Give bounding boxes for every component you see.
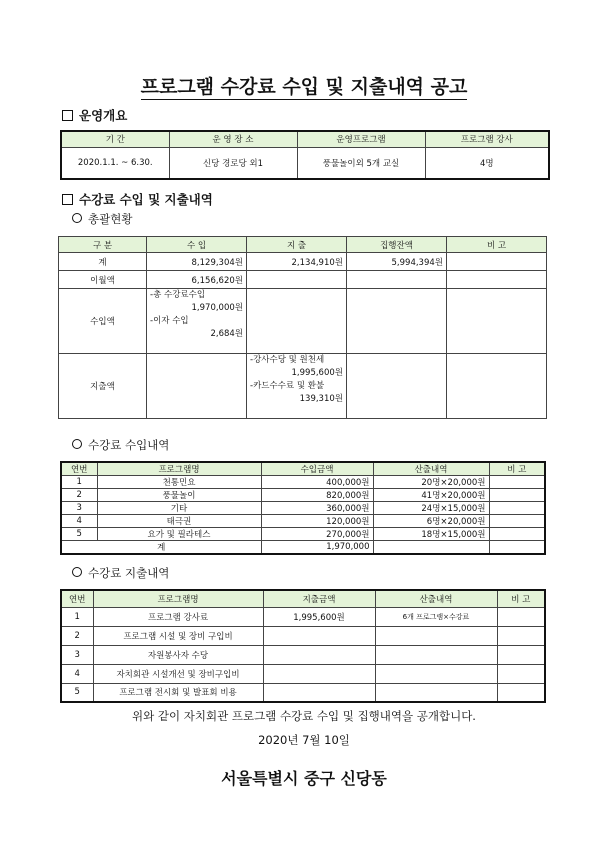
header-calc: 산출내역	[373, 462, 489, 476]
row-program: 요가 및 필라테스	[97, 528, 261, 541]
income-detail-table	[60, 461, 546, 555]
table-row	[61, 476, 545, 489]
header-note: 비 고	[447, 237, 547, 253]
overview-total-row	[59, 253, 547, 271]
carry-income: 6,156,620원	[147, 271, 247, 289]
expense-line: 139,310원	[299, 394, 343, 404]
header-note: 비 고	[497, 590, 545, 607]
row-program: 천통민요	[97, 476, 261, 489]
table-row	[61, 528, 545, 541]
row-program: 태극권	[97, 515, 261, 528]
header-expense: 지 출	[247, 237, 347, 253]
row-no: 5	[61, 683, 93, 702]
header-instructors: 프로그램 강사	[425, 131, 549, 147]
income-total-row	[61, 541, 545, 555]
row-no: 1	[61, 476, 97, 489]
table-row	[61, 607, 545, 626]
row-calc: 6개 프로그램×수강료	[375, 607, 497, 626]
row-amount: 120,000원	[261, 515, 373, 528]
income-breakdown	[147, 289, 247, 354]
circle-bullet-icon	[72, 213, 82, 223]
location-value: 신당 경로당 외1	[169, 147, 297, 179]
row-amount	[263, 626, 375, 645]
page-title-text: 프로그램 수강료 수입 및 지출내역 공고	[140, 76, 468, 98]
period-value: 2020.1.1. ~ 6.30.	[61, 147, 169, 179]
subheading-income-detail	[72, 437, 169, 453]
row-amount: 400,000원	[261, 476, 373, 489]
income-total-amount: 1,970,000	[261, 541, 373, 555]
table-header-row	[61, 131, 549, 147]
row-calc	[375, 664, 497, 683]
row-program: 프로그램 시설 및 장비 구입비	[93, 626, 263, 645]
carry-label: 이월액	[59, 271, 147, 289]
total-balance: 5,994,394원	[347, 253, 447, 271]
header-amount: 지출금액	[263, 590, 375, 607]
announcement-date: 2020년 7월 10일	[258, 733, 350, 747]
subheading-overview	[72, 211, 132, 227]
row-amount	[263, 683, 375, 702]
circle-bullet-icon	[72, 439, 82, 449]
row-calc: 41명×20,000원	[373, 489, 489, 502]
table-header-row	[61, 462, 545, 476]
overview-table	[58, 236, 547, 419]
section-heading-overview-text: 운영개요	[79, 108, 128, 123]
operation-overview-table	[60, 130, 550, 180]
header-no: 연번	[61, 590, 93, 607]
header-program-name: 프로그램명	[97, 462, 261, 476]
header-note: 비 고	[489, 462, 545, 476]
row-program: 프로그램 전시회 및 발표회 비용	[93, 683, 263, 702]
table-row	[61, 664, 545, 683]
expense-line: -강사수당 및 원천세	[250, 355, 325, 365]
row-amount: 270,000원	[261, 528, 373, 541]
total-income: 8,129,304원	[147, 253, 247, 271]
table-row	[61, 147, 549, 179]
row-calc	[375, 645, 497, 664]
total-expense: 2,134,910원	[247, 253, 347, 271]
row-no: 4	[61, 664, 93, 683]
income-line: 1,970,000원	[191, 303, 243, 313]
table-header-row	[59, 237, 547, 253]
header-category: 구 분	[59, 237, 147, 253]
subheading-expense-detail-text: 수강료 지출내역	[88, 566, 170, 580]
header-no: 연번	[61, 462, 97, 476]
income-total-label: 계	[61, 541, 261, 555]
instructors-value: 4명	[425, 147, 549, 179]
expense-breakdown	[247, 354, 347, 419]
header-period: 기 간	[61, 131, 169, 147]
table-row	[61, 502, 545, 515]
subheading-overview-text: 총괄현황	[88, 212, 133, 226]
overview-carry-row	[59, 271, 547, 289]
row-calc: 6명×20,000원	[373, 515, 489, 528]
subheading-expense-detail	[72, 565, 169, 581]
checkbox-square-icon	[62, 194, 73, 205]
table-header-row	[61, 590, 545, 607]
section-heading-income-expense-text: 수강료 수입 및 지출내역	[79, 192, 213, 207]
row-no: 2	[61, 489, 97, 502]
row-no: 5	[61, 528, 97, 541]
row-calc	[375, 626, 497, 645]
subheading-income-detail-text: 수강료 수입내역	[88, 438, 170, 452]
row-amount: 1,995,600원	[263, 607, 375, 626]
row-program: 프로그램 강사료	[93, 607, 263, 626]
row-no: 3	[61, 645, 93, 664]
row-amount	[263, 645, 375, 664]
checkbox-square-icon	[62, 110, 73, 121]
row-program: 자원봉사자 수당	[93, 645, 263, 664]
header-programs: 운영프로그램	[297, 131, 425, 147]
table-row	[61, 683, 545, 702]
page-title	[0, 72, 608, 99]
table-row	[61, 626, 545, 645]
table-row	[61, 645, 545, 664]
disclosure-statement: 위와 같이 자치회관 프로그램 수강료 수입 및 집행내역을 공개합니다.	[132, 709, 476, 723]
table-row	[61, 515, 545, 528]
header-location: 운 영 장 소	[169, 131, 297, 147]
expense-line: -카드수수료 및 환불	[250, 381, 325, 391]
header-amount: 수입금액	[261, 462, 373, 476]
row-no: 1	[61, 607, 93, 626]
income-line: -총 수강료수입	[150, 290, 206, 300]
row-calc: 24명×15,000원	[373, 502, 489, 515]
row-no: 4	[61, 515, 97, 528]
row-amount	[263, 664, 375, 683]
income-line: 2,684원	[210, 329, 243, 339]
section-heading-income-expense	[62, 190, 213, 208]
total-note	[447, 253, 547, 271]
overview-income-row	[59, 289, 547, 354]
header-calc: 산출내역	[375, 590, 497, 607]
row-calc	[375, 683, 497, 702]
programs-value: 풍물놀이외 5개 교실	[297, 147, 425, 179]
row-program: 기타	[97, 502, 261, 515]
expense-line: 1,995,600원	[291, 368, 343, 378]
circle-bullet-icon	[72, 567, 82, 577]
row-program: 자치회관 시설개선 및 장비구입비	[93, 664, 263, 683]
table-row	[61, 489, 545, 502]
row-no: 3	[61, 502, 97, 515]
expense-label: 지출액	[59, 354, 147, 419]
income-line: -이자 수입	[150, 316, 189, 326]
row-calc: 18명×15,000원	[373, 528, 489, 541]
row-program: 풍물놀이	[97, 489, 261, 502]
expense-detail-table	[60, 589, 546, 703]
header-balance: 집행잔액	[347, 237, 447, 253]
row-amount: 360,000원	[261, 502, 373, 515]
header-income: 수 입	[147, 237, 247, 253]
total-label: 계	[59, 253, 147, 271]
issuing-organization: 서울특별시 중구 신당동	[221, 769, 387, 788]
overview-expense-row	[59, 354, 547, 419]
row-calc: 20명×20,000원	[373, 476, 489, 489]
header-program-name: 프로그램명	[93, 590, 263, 607]
section-heading-overview	[62, 106, 127, 124]
income-label: 수입액	[59, 289, 147, 354]
row-no: 2	[61, 626, 93, 645]
row-amount: 820,000원	[261, 489, 373, 502]
